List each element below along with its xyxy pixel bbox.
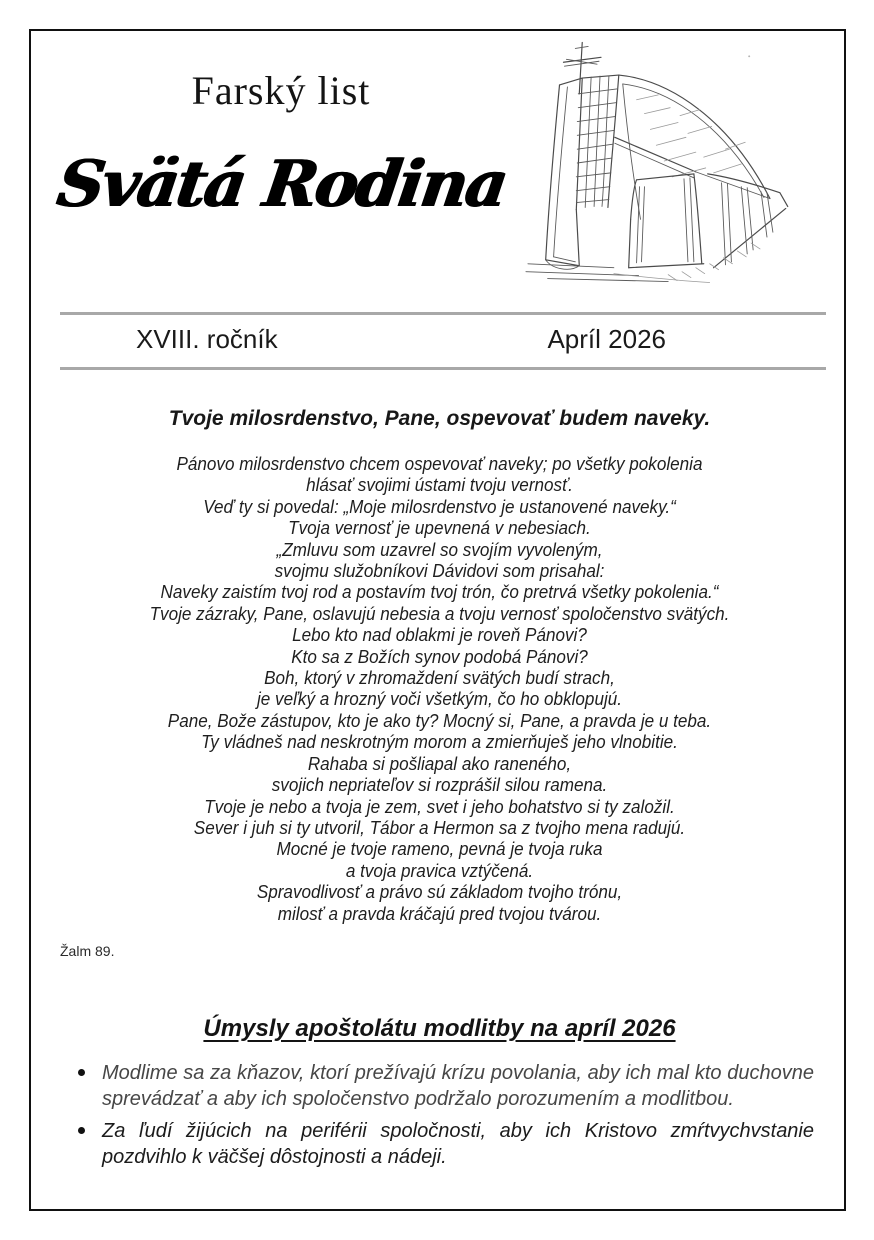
bullet-icon xyxy=(60,1118,102,1134)
psalm-line: Pánovo milosrdenstvo chcem ospevovať naveky; po všetky pokolenia xyxy=(176,454,703,474)
psalm-line: a tvoja pravica vztýčená. xyxy=(345,860,534,881)
psalm-line: svojich nepriateľov si rozprášil silou ramena. xyxy=(271,775,608,796)
intentions-list xyxy=(60,1060,814,1170)
psalm-line: Veď ty si povedal: „Moje milosrdenstvo je ustanovené naveky.“ xyxy=(203,496,676,517)
divider-bottom xyxy=(60,367,826,370)
newsletter-kicker: Farský list xyxy=(191,68,371,113)
psalm-line: Lebo kto nad oblakmi je roveň Pánovi? xyxy=(292,625,587,646)
psalm-line: Tvoja vernosť je upevnená v nebesiach. xyxy=(288,518,591,539)
psalm-line: hlásať svojimi ústami tvoju vernosť. xyxy=(306,475,573,496)
psalm-line: Mocné je tvoje rameno, pevná je tvoja ruka xyxy=(276,839,603,860)
divider-top xyxy=(60,312,826,315)
psalm-line: Sever i juh si ty utvoril, Tábor a Hermon sa z tvojho mena radujú. xyxy=(193,817,686,838)
psalm-line: Rahaba si pošliapal ako raneného, xyxy=(307,753,572,774)
intention-text: Modlime sa za kňazov, ktorí prežívajú krízu povolania, aby ich mal kto duchovne sprevádzať a aby ich spoločenstvo podržalo porozumením a modlitbou. xyxy=(102,1062,814,1110)
list-item xyxy=(60,1118,814,1170)
psalm-line: Spravodlivosť a právo sú základom tvojho trónu, xyxy=(256,882,623,903)
psalm-line: milosť a pravda kráčajú pred tvojou tvárou. xyxy=(277,903,602,924)
psalm-line: Ty vládneš nad neskrotným morom a zmierňuješ jeho vlnobitie. xyxy=(201,732,678,753)
psalm-source: Žalm 89. xyxy=(60,943,115,959)
psalm-line: Kto sa z Božích synov podobá Pánovi? xyxy=(291,646,588,667)
psalm-line: Naveky zaistím tvoj rod a postavím tvoj trón, čo pretrvá všetky pokolenia.“ xyxy=(160,582,719,603)
list-item xyxy=(60,1060,814,1112)
issue-volume: XVIII. ročník xyxy=(136,324,278,354)
page-frame xyxy=(29,29,846,1211)
issue-info-row xyxy=(60,322,826,356)
intention-text: Za ľudí žijúcich na periférii spoločnosti, aby ich Kristovo zmŕtvychvstanie pozdvihlo k väčšej dôstojnosti a nádeji. xyxy=(102,1120,814,1168)
church-sketch-image xyxy=(520,37,846,289)
psalm-line: Tvoje zázraky, Pane, oslavujú nebesia a tvoju vernosť spoločenstvo svätých. xyxy=(149,603,730,624)
intentions-heading: Úmysly apoštolátu modlitby na apríl 2026 xyxy=(203,1015,676,1042)
psalm-line: Tvoje je nebo a tvoja je zem, svet i jeho bohatstvo si ty založil. xyxy=(204,796,675,817)
psalm-line: Pane, Bože zástupov, kto je ako ty? Mocný si, Pane, a pravda je u teba. xyxy=(167,710,712,731)
bullet-icon xyxy=(60,1060,102,1076)
psalm-line: „Zmluvu som uzavrel so svojím vyvoleným, xyxy=(276,539,603,560)
psalm-line: svojmu služobníkovi Dávidovi som prisahal: xyxy=(274,561,605,582)
psalm-line: je veľký a hrozný voči všetkým, čo ho obklopujú. xyxy=(256,689,623,710)
issue-date: Apríl 2026 xyxy=(547,324,666,354)
psalm-text xyxy=(51,454,827,925)
psalm-heading: Tvoje milosrdenstvo, Pane, ospevovať budem naveky. xyxy=(168,407,711,430)
newsletter-title: Svätá Rodina xyxy=(53,147,511,222)
psalm-line: Boh, ktorý v zhromaždení svätých budí strach, xyxy=(264,668,615,689)
